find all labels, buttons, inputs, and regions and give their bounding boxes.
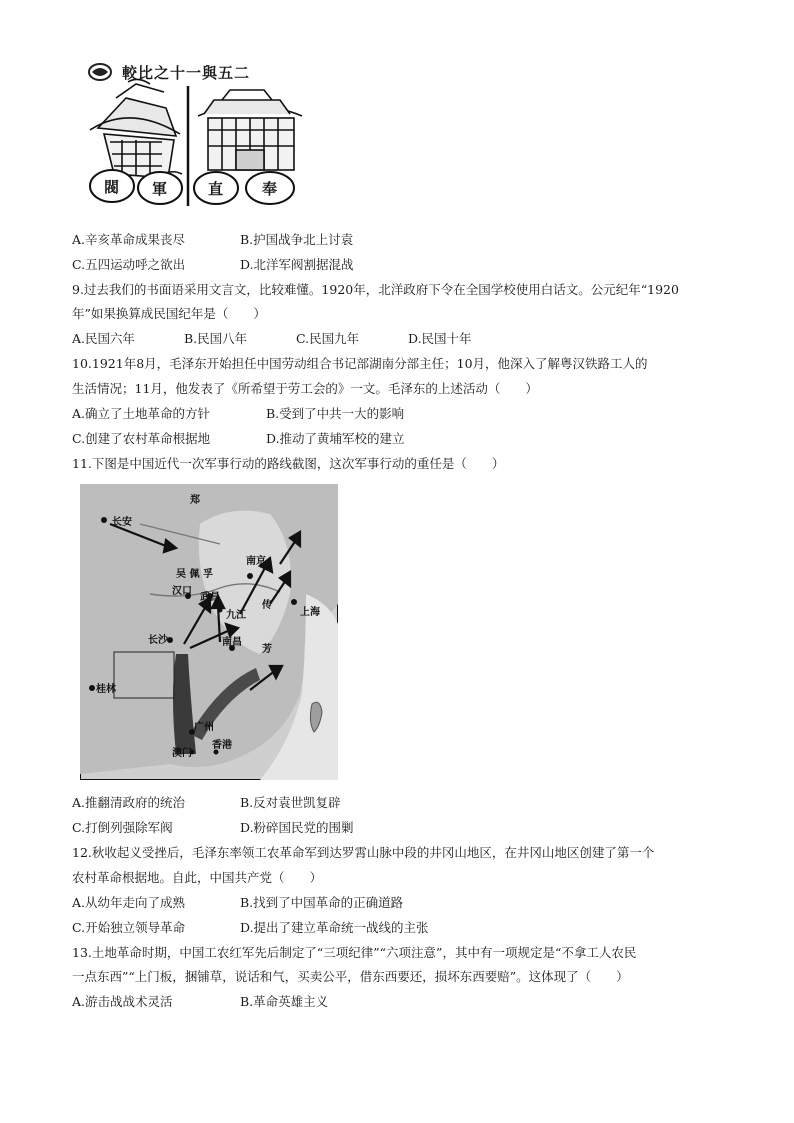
cartoon-caption: 較比之十一與五二	[122, 64, 251, 82]
map-label-nanjing: 南京	[246, 556, 266, 567]
q8-option-c: C.五四运动呼之欲出	[72, 257, 186, 272]
q13-option-b: B.革命英雄主义	[240, 994, 329, 1009]
q9-option-d: D.民国十年	[408, 331, 472, 346]
q8-option-a: A.辛亥革命成果丧尽	[72, 232, 186, 247]
cartoon-seal-icon	[89, 64, 111, 80]
q11-option-c: C.打倒列强除军阀	[72, 820, 173, 835]
cartoon-sign-text: 軍	[152, 180, 168, 198]
q12-option-b: B.找到了中国革命的正确道路	[240, 895, 404, 910]
cartoon-sign-text: 直	[208, 180, 224, 198]
q12-option-c: C.开始独立领导革命	[72, 920, 186, 935]
cartoon-sign-text: 閥	[104, 178, 120, 196]
intact-palace-drawing	[198, 90, 302, 170]
q9-stem-line-1: 9.过去我们的书面语采用文言文，比较难懂。1920年，北洋政府下令在全国学校使用白话文。公元纪年“1920	[72, 282, 679, 297]
q8-option-d: D.北洋军阀割据混战	[240, 257, 354, 272]
map-label-shanghai: 上海	[300, 607, 320, 618]
q9-option-a: A.民国六年	[72, 331, 136, 346]
q12-option-a: A.从幼年走向了成熟	[72, 895, 186, 910]
map-label-hankou: 汉口	[172, 586, 192, 597]
map-label-zheng: 郑	[190, 495, 200, 506]
q10-option-d: D.推动了黄埔军校的建立	[266, 431, 405, 446]
map-label-guilin: 桂林	[96, 684, 116, 695]
q9-option-c: C.民国九年	[296, 331, 360, 346]
q11-stem-line-1: 11.下图是中国近代一次军事行动的路线截图，这次军事行动的重任是（ ）	[72, 456, 505, 471]
q12-stem-line-1: 12.秋收起义受挫后，毛泽东率领工农革命军到达罗霄山脉中段的井冈山地区，在井冈山地区创建了第一个	[72, 845, 655, 860]
cartoon-sign-text: 奉	[262, 180, 278, 198]
q11-option-d: D.粉碎国民党的围剿	[240, 820, 354, 835]
map-label-wupeifu: 吴 佩 孚	[176, 569, 213, 580]
map-label-changsha: 长沙	[148, 635, 168, 646]
q10-stem-line-2: 生活情况；11月，他发表了《所希望于劳工会的》一文。毛泽东的上述活动（ ）	[72, 381, 538, 396]
q9-option-b: B.民国八年	[184, 331, 248, 346]
map-label-nanchang: 南昌	[222, 637, 242, 648]
q13-option-a: A.游击战战术灵活	[72, 994, 173, 1009]
map-label-aomen: 澳门	[172, 748, 192, 759]
q12-option-d: D.提出了建立革命统一战线的主张	[240, 920, 429, 935]
map-label-jiujiang: 九江	[226, 610, 246, 621]
q13-stem-line-2: 一点东西”“上门板，捆铺草，说话和气，买卖公平，借东西要还，损坏东西要赔”。这体现了（ ）	[72, 969, 629, 984]
map-label-wuchang: 武昌	[200, 592, 220, 603]
q11-option-b: B.反对袁世凯复辟	[240, 795, 341, 810]
q10-option-c: C.创建了农村革命根据地	[72, 431, 211, 446]
map-label-chuan: 传	[262, 600, 272, 611]
q12-stem-line-2: 农村革命根据地。自此，中国共产党（ ）	[72, 870, 323, 885]
map-label-xianggang: 香港	[212, 740, 232, 751]
q11-option-a: A.推翻清政府的统治	[72, 795, 186, 810]
map-label-changan: 长安	[112, 517, 132, 528]
q10-option-b: B.受到了中共一大的影响	[266, 406, 405, 421]
map-label-guangzhou: 广州	[194, 722, 214, 733]
collapsing-palace-drawing	[90, 79, 182, 178]
q10-stem-line-1: 10.1921年8月，毛泽东开始担任中国劳动组合书记部湖南分部主任；10月，他深入了解粤汉铁路工人的	[72, 356, 648, 371]
q10-option-a: A.确立了土地革命的方针	[72, 406, 211, 421]
q8-option-b: B.护国战争北上讨袁	[240, 232, 354, 247]
map-label-fang: 芳	[262, 644, 272, 655]
q9-stem-line-2: 年”如果换算成民国纪年是（ ）	[72, 306, 266, 321]
northern-expedition-route-map	[80, 484, 338, 780]
q13-stem-line-1: 13.土地革命时期，中国工农红军先后制定了“三项纪律”“六项注意”，其中有一项规定是“不拿工人农民	[72, 945, 637, 960]
